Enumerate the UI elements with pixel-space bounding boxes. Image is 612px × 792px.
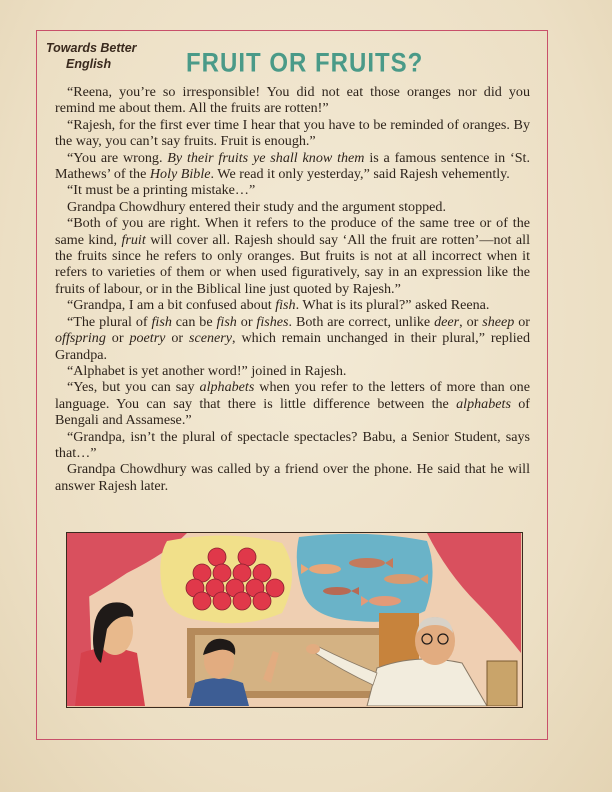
- text-run: when you refer to the letters of more than one language. You can say that there is little difference between the: [55, 379, 530, 412]
- paragraph: [55, 117, 530, 150]
- text-run: Grandpa Chowdhury was called by a friend over the phone. He said that he will answer Rajesh later.: [55, 461, 530, 494]
- orange-icon: [233, 592, 251, 610]
- illustration-svg: [67, 533, 521, 706]
- text-run: “Grandpa, isn’t the plural of spectacle spectacles? Babu, a Senior Student, says that…”: [55, 428, 530, 461]
- italic-text: By their fruits ye shall know them: [167, 149, 365, 166]
- text-run: . We read it only yesterday,” said Rajesh vehemently.: [210, 166, 510, 183]
- fish-icon: [323, 587, 351, 595]
- paragraph: [55, 199, 530, 215]
- fish-icon: [349, 558, 385, 568]
- orange-icon: [208, 548, 226, 566]
- paragraph: [55, 297, 530, 313]
- grandpa-hand: [306, 644, 320, 654]
- paragraph: [55, 215, 530, 297]
- paragraph: [55, 429, 530, 462]
- text-run: , which remain unchanged in their plural,” replied Grandpa.: [55, 330, 530, 363]
- italic-text: Holy Bible: [149, 166, 211, 183]
- text-run: “Rajesh, for the first ever time I hear that you have to be reminded of oranges. By the way, you can’t say fruits. Fruit is enough.”: [55, 116, 530, 150]
- text-run: will cover all. Rajesh should say ‘All the fruit are rotten’—not all the fruits since he refers to only oranges. But fruits is not at all incorrect when it refers to varieties of them or when used figuratively, say in an expression like the fruits of labour, or in the Biblical line just quoted by Rajesh.”: [55, 231, 530, 297]
- comic-illustration: [66, 532, 523, 708]
- series-line-2: English: [66, 57, 112, 71]
- series-line-1: Towards Better: [46, 41, 137, 55]
- italic-text: scenery: [188, 330, 233, 347]
- chair: [487, 661, 517, 706]
- paragraph: [55, 461, 530, 494]
- text-run: “The plural of: [67, 313, 152, 330]
- reena-saree: [75, 648, 145, 706]
- text-run: “Grandpa, I am a bit confused about: [67, 297, 276, 314]
- paragraph: [55, 363, 530, 379]
- text-run: . What is its plural?” asked Reena.: [295, 297, 490, 314]
- italic-text: poetry: [129, 330, 166, 347]
- italic-text: fish: [275, 297, 296, 314]
- rajesh-shirt: [189, 678, 249, 706]
- italic-text: sheep: [482, 313, 515, 330]
- fish-icon: [369, 596, 401, 606]
- paragraph: [55, 182, 530, 198]
- text-run: can be: [171, 313, 217, 330]
- paragraph: [55, 150, 530, 183]
- text-run: , or: [459, 313, 483, 330]
- fish-icon: [384, 574, 420, 584]
- text-run: or: [514, 313, 530, 330]
- orange-icon: [266, 579, 284, 597]
- orange-icon: [253, 592, 271, 610]
- text-run: “Alphabet is yet another word!” joined in Rajesh.: [67, 362, 347, 379]
- italic-text: fish: [216, 313, 237, 330]
- text-run: “Yes, but you can say: [67, 379, 200, 396]
- orange-icon: [213, 592, 231, 610]
- text-run: of Bengali and Assamese.”: [55, 395, 530, 429]
- series-label: [46, 40, 146, 72]
- text-run: or: [165, 330, 189, 347]
- text-run: “It must be a printing mistake…”: [67, 182, 256, 199]
- text-run: or: [236, 313, 257, 330]
- fish-icon: [309, 564, 341, 574]
- italic-text: alphabets: [199, 379, 255, 396]
- italic-text: fishes: [256, 313, 289, 330]
- italic-text: offspring: [55, 330, 106, 347]
- text-run: “You are wrong.: [67, 149, 168, 166]
- text-run: “Reena, you’re so irresponsible! You did not eat those oranges nor did you remind me about them. All the fruits are rotten!”: [55, 84, 530, 117]
- italic-text: alphabets: [456, 395, 511, 412]
- paragraph: [55, 314, 530, 363]
- orange-icon: [193, 592, 211, 610]
- italic-text: fish: [151, 313, 172, 330]
- italic-text: fruit: [121, 231, 146, 248]
- text-run: . Both are correct, unlike: [288, 313, 435, 330]
- paragraph: [55, 379, 530, 428]
- article-title: FRUIT OR FRUITS?: [186, 48, 424, 79]
- orange-icon: [238, 548, 256, 566]
- text-run: Grandpa Chowdhury entered their study and the argument stopped.: [67, 198, 447, 215]
- italic-text: deer: [434, 313, 460, 330]
- text-run: or: [105, 330, 130, 347]
- paragraph: [55, 84, 530, 117]
- text-run: “Both of you are right. When it refers to the produce of the same tree or of the same kind,: [55, 215, 530, 248]
- article-body: [55, 84, 530, 494]
- text-run: is a famous sentence in ‘St. Mathews’ of the: [55, 149, 530, 183]
